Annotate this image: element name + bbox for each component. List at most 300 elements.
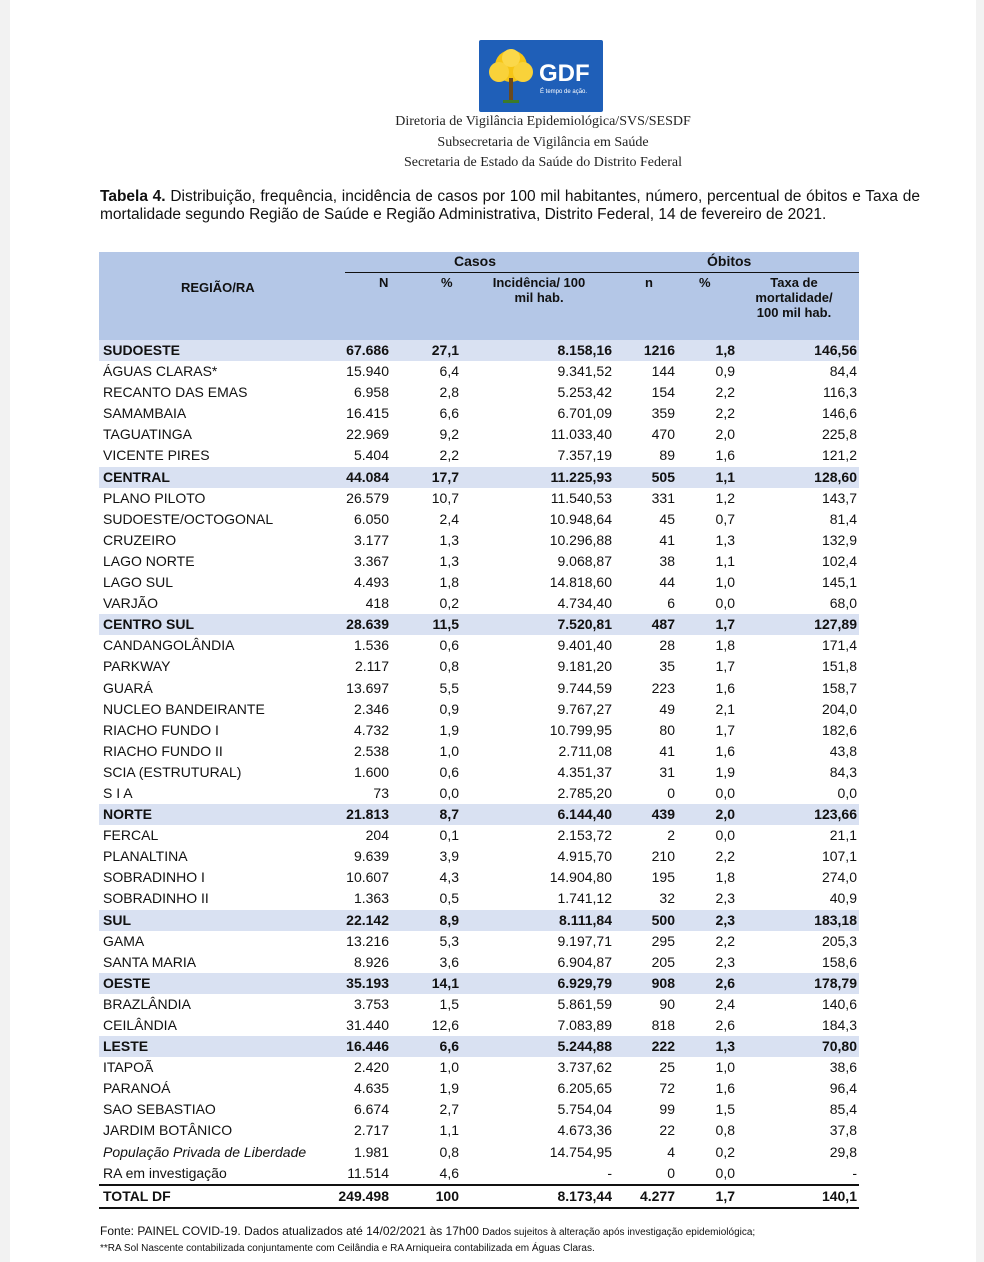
region-row [99,973,859,994]
cell-cases-n: 15.940 [346,363,389,380]
document-page [10,0,976,1262]
cell-deaths-pct: 0,9 [715,363,735,380]
cell-mortality-rate: 140,1 [821,1187,857,1204]
cell-cases-pct: 1,3 [439,531,459,548]
cell-cases-pct: 6,4 [439,363,459,380]
cell-cases-pct: 10,7 [431,489,459,506]
table-row [99,783,859,804]
col-obitos-n: n [645,275,653,290]
cell-cases-pct: 5,5 [439,679,459,696]
region-row [99,614,859,635]
region-row [99,467,859,488]
cell-cases-n: 16.446 [346,1038,389,1055]
table-row [99,678,859,699]
cell-mortality-rate: 81,4 [829,510,857,527]
cell-deaths-n: 99 [659,1101,675,1118]
total-row [99,1184,859,1209]
cell-region-name: PLANALTINA [103,848,188,865]
col-taxa-line-3: 100 mil hab. [756,305,832,320]
table-body [99,340,859,1209]
cell-cases-n: 204 [365,827,389,844]
cell-mortality-rate: 178,79 [814,974,857,991]
cell-deaths-pct: 2,0 [715,806,735,823]
cell-cases-n: 2.420 [353,1059,389,1076]
cell-deaths-n: 222 [651,1038,675,1055]
cell-cases-pct: 1,0 [439,1059,459,1076]
cell-mortality-rate: 183,18 [814,911,857,928]
cell-deaths-pct: 1,7 [715,658,735,675]
col-incidencia-line-1: Incidência/ 100 [492,275,586,290]
cell-incidence: 4.673,36 [557,1122,612,1139]
cell-cases-pct: 8,7 [439,806,459,823]
table-row [99,1163,859,1184]
cell-mortality-rate: 84,4 [829,363,857,380]
cell-mortality-rate: 127,89 [814,616,857,633]
cell-mortality-rate: 151,8 [821,658,857,675]
col-group-casos: Casos [454,253,497,269]
cell-cases-pct: 9,2 [439,426,459,443]
cell-region-name: SAO SEBASTIAO [103,1101,216,1118]
cell-region-name: GAMA [103,932,145,949]
cell-deaths-pct: 0,7 [715,510,735,527]
cell-deaths-n: 89 [659,447,675,464]
cell-mortality-rate: 121,2 [821,447,857,464]
cell-mortality-rate: 29,8 [829,1143,857,1160]
cell-deaths-pct: 1,5 [715,1101,735,1118]
cell-deaths-n: 4.277 [639,1187,675,1204]
footer-source: Fonte: PAINEL COVID-19. Dados atualizados até 14/02/2021 às 17h00 [100,1224,483,1238]
cell-incidence: 7.083,89 [557,1017,612,1033]
cell-cases-n: 2.538 [353,742,389,759]
cell-region-name: CEILÂNDIA [103,1017,177,1033]
cell-incidence: 9.197,71 [557,932,612,949]
cell-incidence: 11.225,93 [550,468,612,485]
cell-mortality-rate: 274,0 [821,869,857,886]
cell-incidence: 10.296,88 [549,531,612,548]
cell-region-name: LESTE [103,1038,149,1055]
cell-deaths-n: 1216 [643,342,675,358]
table-row [99,551,859,572]
cell-deaths-pct: 1,7 [715,721,735,738]
caption-label: Tabela 4. [100,188,166,205]
cell-region-name: SUDOESTE/OCTOGONAL [103,510,274,527]
table-row [99,403,859,424]
table-row [99,720,859,741]
cell-cases-n: 5.404 [353,447,389,464]
table-row [99,931,859,952]
cell-deaths-pct: 0,0 [715,1164,735,1181]
cell-cases-n: 1.363 [353,890,389,907]
col-n: N [379,275,389,290]
table-row [99,994,859,1015]
cell-incidence: 4.915,70 [557,848,612,865]
table-footer [100,1224,940,1256]
cell-cases-pct: 1,9 [439,721,459,738]
cell-deaths-pct: 2,3 [715,911,735,928]
cell-cases-n: 249.498 [338,1187,389,1204]
cell-incidence: 4.351,37 [557,763,612,780]
cell-deaths-pct: 2,2 [715,405,735,422]
cell-deaths-pct: 1,8 [715,342,735,358]
cell-deaths-pct: 1,8 [715,637,735,654]
cell-incidence: 8.173,44 [557,1187,612,1204]
cell-cases-n: 3.177 [353,531,389,548]
table-row [99,424,859,445]
cell-cases-pct: 1,3 [439,552,459,569]
cell-mortality-rate: 204,0 [821,700,857,717]
cell-cases-pct: 8,9 [439,911,459,928]
cell-incidence: 6.701,09 [557,405,612,422]
agency-line-3: Secretaria de Estado da Saúde do Distrito Federal [404,155,682,170]
cell-cases-n: 2.717 [353,1122,389,1139]
cell-mortality-rate: 116,3 [823,384,857,401]
cell-deaths-n: 470 [651,426,675,443]
cell-deaths-pct: 1,3 [715,531,735,548]
cell-cases-n: 13.697 [346,679,389,696]
cell-mortality-rate: 96,4 [829,1080,857,1097]
gdf-logo [479,40,603,112]
cell-deaths-pct: 2,6 [715,974,735,991]
cell-deaths-pct: 1,6 [715,447,735,464]
table-row [99,952,859,973]
cell-cases-pct: 2,2 [439,447,459,464]
cell-cases-n: 10.607 [346,869,389,886]
cell-region-name: RIACHO FUNDO I [103,721,219,738]
col-taxa-line-2: mortalidade/ [755,290,833,305]
cell-deaths-pct: 2,0 [715,426,735,443]
cell-deaths-n: 31 [659,763,675,780]
cell-cases-n: 44.084 [346,468,389,485]
cell-region-name: SAMAMBAIA [103,405,187,422]
cell-cases-n: 6.674 [353,1101,389,1118]
table-row [99,1099,859,1120]
col-pct: % [441,275,453,290]
cell-deaths-n: 41 [659,742,675,759]
cell-region-name: VICENTE PIRES [103,447,210,464]
table-header [99,252,859,340]
cell-cases-n: 8.926 [353,953,389,970]
cell-deaths-n: 487 [651,616,675,633]
cell-cases-n: 16.415 [346,405,389,422]
cell-mortality-rate: 158,7 [821,679,857,696]
cell-cases-pct: 0,2 [439,595,459,612]
cell-cases-n: 11.514 [347,1164,389,1181]
cell-deaths-pct: 1,6 [715,1080,735,1097]
cell-cases-pct: 0,8 [439,1143,459,1160]
cell-cases-n: 6.958 [353,384,389,401]
cell-incidence: 9.068,87 [557,552,612,569]
cell-cases-n: 9.639 [353,848,389,865]
cell-region-name: PARANOÁ [103,1080,171,1097]
cell-deaths-pct: 1,1 [715,552,735,569]
cell-mortality-rate: 182,6 [821,721,857,738]
cell-cases-n: 35.193 [346,974,389,991]
cell-cases-n: 3.753 [353,995,389,1012]
cell-cases-pct: 0,6 [439,763,459,780]
cell-cases-pct: 2,7 [439,1101,459,1118]
table-row [99,361,859,382]
cell-region-name: SUDOESTE [103,342,181,358]
cell-cases-pct: 17,7 [431,468,459,485]
cell-region-name: RIACHO FUNDO II [103,742,223,759]
cell-deaths-pct: 1,0 [715,574,735,591]
cell-mortality-rate: 171,4 [821,637,857,654]
cell-incidence: 14.818,60 [549,574,612,591]
cell-cases-n: 418 [365,595,389,612]
table-row [99,656,859,677]
cell-deaths-n: 818 [651,1017,675,1033]
cell-cases-pct: 4,3 [439,869,459,886]
cell-cases-pct: 0,8 [439,658,459,675]
cell-cases-pct: 1,1 [439,1122,459,1139]
cell-region-name: TAGUATINGA [103,426,192,443]
cell-mortality-rate: 85,4 [829,1101,857,1118]
cell-region-name: NORTE [103,806,152,823]
cell-deaths-n: 6 [667,595,675,612]
cell-region-name: LAGO SUL [103,574,174,591]
cell-deaths-n: 144 [651,363,675,380]
cell-region-name: PLANO PILOTO [103,489,206,506]
footer-note: **RA Sol Nascente contabilizada conjuntamente com Ceilândia e RA Arniqueira contabilizada em Águas Claras. [100,1243,595,1254]
cell-region-name: SUL [103,911,131,928]
cell-deaths-pct: 0,0 [715,595,735,612]
cell-cases-pct: 3,6 [439,953,459,970]
cell-deaths-n: 359 [651,405,675,422]
cell-incidence: 6.929,79 [557,974,612,991]
cell-cases-pct: 0,0 [439,784,459,801]
cell-deaths-n: 72 [659,1080,675,1097]
cell-deaths-n: 22 [659,1122,675,1139]
cell-incidence: 2.785,20 [557,784,612,801]
cell-incidence: 5.861,59 [557,995,612,1012]
cell-region-name: JARDIM BOTÂNICO [103,1122,233,1139]
cell-deaths-pct: 2,2 [715,932,735,949]
cell-incidence: 10.948,64 [549,510,612,527]
cell-cases-pct: 4,6 [439,1164,459,1181]
cell-incidence: 8.111,84 [559,911,612,928]
cell-incidence: 5.253,42 [557,384,612,401]
cell-mortality-rate: 102,4 [821,552,857,569]
cell-mortality-rate: 70,80 [821,1038,857,1055]
cell-deaths-pct: 2,1 [715,700,735,717]
cell-deaths-pct: 1,7 [715,1187,735,1204]
cell-cases-n: 3.367 [353,552,389,569]
cell-deaths-pct: 1,2 [715,489,735,506]
cell-mortality-rate: 123,66 [814,806,857,823]
cell-deaths-pct: 1,7 [715,616,735,633]
cell-deaths-n: 38 [659,552,675,569]
cell-region-name: S I A [103,784,133,801]
cell-region-name: SCIA (ESTRUTURAL) [103,763,242,780]
cell-cases-n: 22.969 [346,426,389,443]
footer-source-note: Dados sujeitos à alteração após investigação epidemiológica; [482,1227,756,1238]
cell-deaths-n: 154 [651,384,675,401]
table-row [99,741,859,762]
cell-incidence: 9.341,52 [557,363,612,380]
cell-cases-pct: 0,9 [439,700,459,717]
cell-mortality-rate: 143,7 [821,489,857,506]
cell-region-name: NUCLEO BANDEIRANTE [103,700,265,717]
cell-deaths-pct: 2,4 [715,995,735,1012]
cell-deaths-pct: 1,8 [715,869,735,886]
table-row [99,382,859,403]
cell-region-name: SANTA MARIA [103,953,197,970]
cell-incidence: 7.357,19 [557,447,612,464]
cell-cases-pct: 27,1 [431,342,459,358]
cell-mortality-rate: 146,6 [821,405,857,422]
cell-mortality-rate: 37,8 [829,1122,857,1139]
cell-incidence: - [607,1164,612,1181]
cell-deaths-n: 0 [667,784,675,801]
col-incidencia-line-2: mil hab. [514,290,564,305]
cell-deaths-n: 0 [667,1164,675,1181]
table-row [99,888,859,909]
cell-cases-pct: 0,5 [439,890,459,907]
cell-region-name: VARJÃO [103,595,158,612]
cell-region-name: BRAZLÂNDIA [103,995,191,1012]
cell-incidence: 6.144,40 [557,806,612,823]
cell-cases-pct: 6,6 [439,1038,459,1055]
caption-text: Distribuição, frequência, incidência de casos por 100 mil habitantes, número, percentual de óbitos e Taxa de mortalidade segundo Região de Saúde e Região Administrativa, Distrito Federal, 14 de fevereiro de 2021. [100,188,921,223]
region-row [99,340,859,361]
cell-mortality-rate: 184,3 [821,1017,857,1033]
cell-deaths-n: 35 [659,658,675,675]
cell-mortality-rate: 146,56 [814,342,857,358]
col-incidencia [479,275,599,305]
table-row [99,509,859,530]
cell-deaths-pct: 2,3 [715,890,735,907]
cell-mortality-rate: 84,3 [829,763,857,780]
cell-cases-n: 2.346 [353,700,389,717]
logo-text: GDF [539,60,590,87]
cell-deaths-pct: 1,6 [715,742,735,759]
cell-deaths-n: 210 [651,848,675,865]
cell-deaths-pct: 2,6 [715,1017,735,1033]
cell-deaths-n: 25 [659,1059,675,1076]
cell-incidence: 5.244,88 [557,1038,612,1055]
ipe-tree-icon [483,44,539,108]
table-row [99,593,859,614]
table-row [99,445,859,466]
cell-deaths-n: 41 [659,531,675,548]
cell-mortality-rate: 158,6 [821,953,857,970]
cell-deaths-n: 439 [651,806,675,823]
table-row [99,1142,859,1163]
cell-incidence: 2.153,72 [557,827,612,844]
cell-incidence: 14.904,80 [549,869,612,886]
cell-cases-n: 73 [373,784,389,801]
cell-cases-pct: 11,5 [432,616,459,633]
cell-deaths-pct: 1,1 [715,468,735,485]
cell-region-name: CANDANGOLÂNDIA [103,637,235,654]
table-row [99,1078,859,1099]
cell-cases-n: 4.493 [353,574,389,591]
cell-mortality-rate: 205,3 [821,932,857,949]
cell-cases-pct: 0,6 [439,637,459,654]
cell-region-name: ITAPOÃ [103,1059,154,1076]
table-row [99,572,859,593]
cell-deaths-n: 90 [659,995,675,1012]
cell-mortality-rate: 140,6 [821,995,857,1012]
cell-region-name: SOBRADINHO I [103,869,205,886]
header-divider [345,272,859,273]
cell-deaths-n: 2 [667,827,675,844]
table-row [99,1015,859,1036]
cell-incidence: 4.734,40 [557,595,612,612]
table-row [99,1120,859,1141]
cell-cases-n: 1.981 [353,1143,389,1160]
table-row [99,635,859,656]
cell-cases-n: 67.686 [346,342,389,358]
cell-deaths-pct: 1,0 [715,1059,735,1076]
cell-deaths-n: 195 [651,869,675,886]
table-row [99,825,859,846]
cell-cases-n: 26.579 [346,489,389,506]
cell-deaths-n: 295 [651,932,675,949]
cell-region-name: CENTRO SUL [103,616,194,633]
cell-deaths-n: 205 [651,953,675,970]
cell-deaths-pct: 0,0 [715,827,735,844]
agency-line-1: Diretoria de Vigilância Epidemiológica/SVS/SESDF [395,114,691,129]
table-row [99,867,859,888]
cell-mortality-rate: 21,1 [829,827,857,844]
cell-deaths-pct: 2,3 [715,953,735,970]
cell-cases-pct: 1,8 [439,574,459,591]
cell-cases-pct: 6,6 [439,405,459,422]
cell-deaths-pct: 2,2 [715,848,735,865]
cell-cases-pct: 5,3 [439,932,459,949]
cell-region-name: População Privada de Liberdade [103,1143,307,1160]
cell-cases-pct: 12,6 [431,1017,459,1033]
col-group-obitos: Óbitos [707,253,752,269]
cell-deaths-n: 505 [651,468,675,485]
cell-incidence: 9.767,27 [557,700,612,717]
cell-cases-n: 4.635 [353,1080,389,1097]
cell-cases-n: 31.440 [346,1017,389,1033]
table-row [99,846,859,867]
cell-region-name: LAGO NORTE [103,552,195,569]
cell-region-name: TOTAL DF [103,1187,171,1204]
cell-deaths-n: 908 [651,974,675,991]
cell-cases-pct: 3,9 [439,848,459,865]
cell-mortality-rate: 132,9 [821,531,857,548]
cell-deaths-pct: 0,8 [715,1122,735,1139]
cell-incidence: 6.904,87 [557,953,612,970]
cell-deaths-n: 80 [659,721,675,738]
cell-deaths-n: 44 [659,574,675,591]
cell-cases-n: 13.216 [346,932,389,949]
cell-deaths-n: 28 [659,637,675,654]
table-row [99,762,859,783]
col-region: REGIÃO/RA [181,280,255,295]
col-taxa-line-1: Taxa de [770,275,818,290]
cell-deaths-n: 500 [651,911,675,928]
cell-region-name: CENTRAL [103,468,170,485]
cell-cases-pct: 1,9 [439,1080,459,1097]
col-taxa [739,275,849,320]
cell-cases-n: 6.050 [353,510,389,527]
cell-deaths-n: 49 [659,700,675,717]
cell-region-name: GUARÁ [103,679,153,696]
col-obitos-pct: % [699,275,711,290]
cell-incidence: 11.540,53 [550,489,612,506]
table-row [99,1057,859,1078]
cell-cases-pct: 2,8 [439,384,459,401]
cell-cases-n: 2.117 [355,658,389,675]
table-row [99,488,859,509]
cell-cases-n: 21.813 [346,806,389,823]
cell-region-name: OESTE [103,974,151,991]
